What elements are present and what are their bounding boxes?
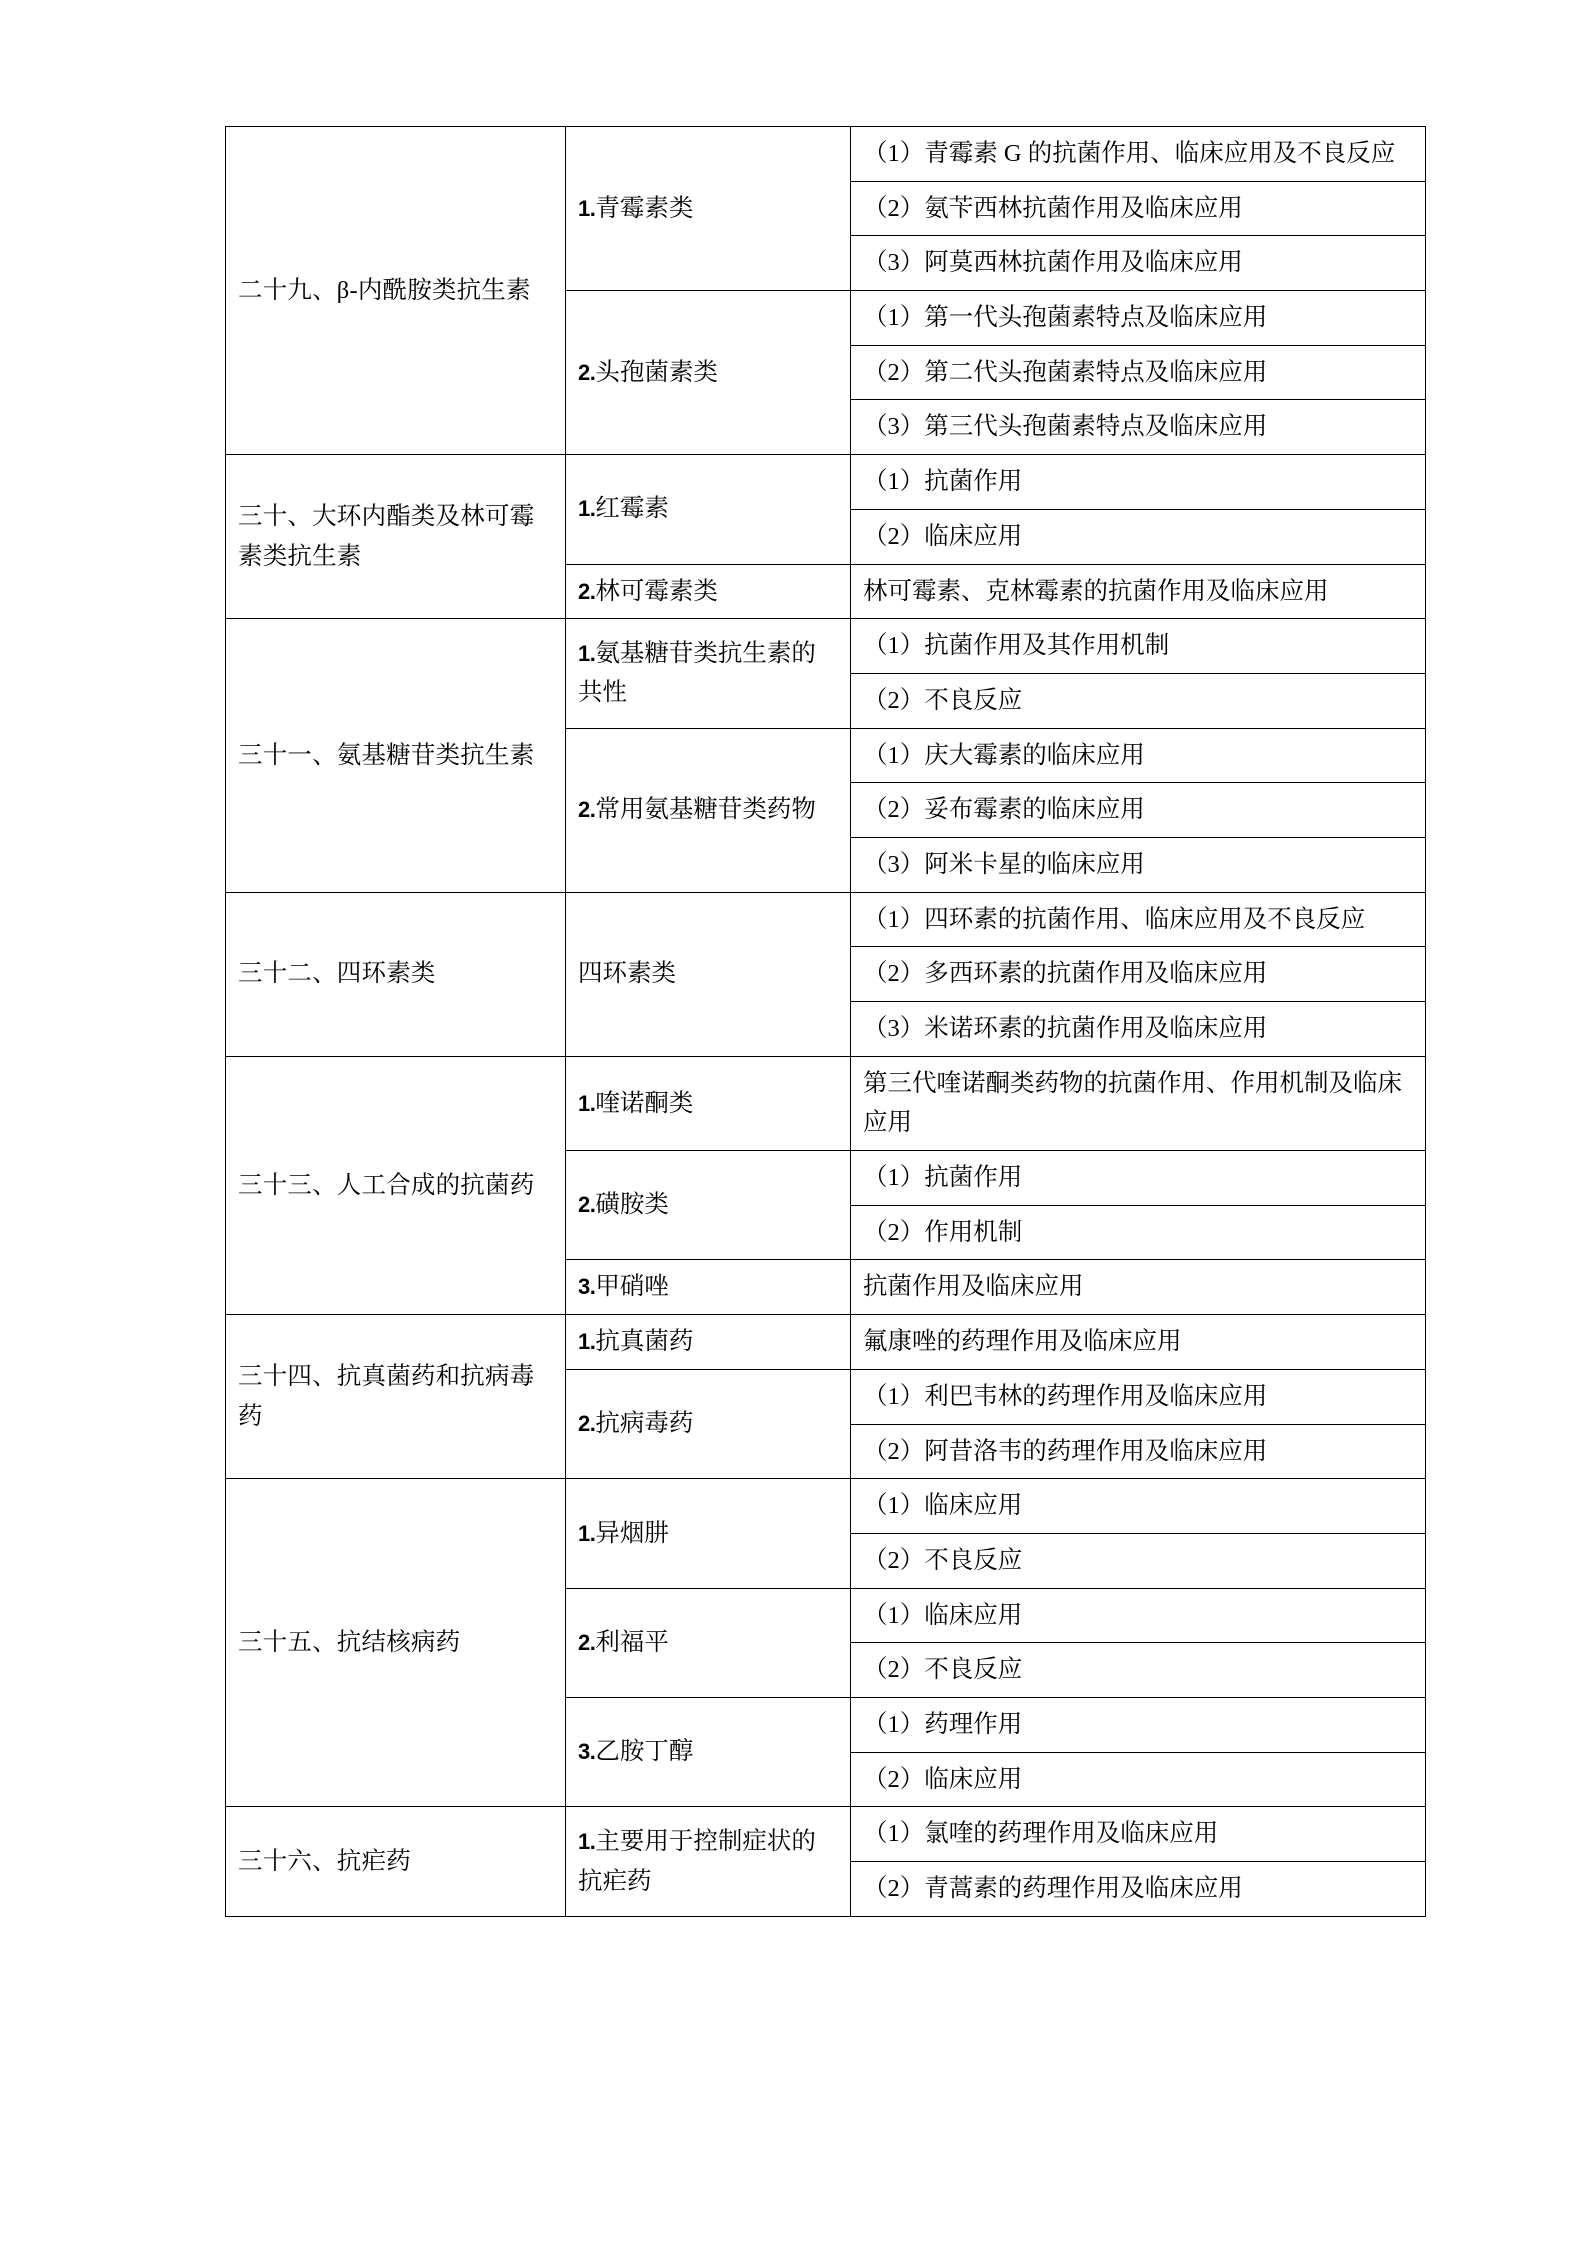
category-cell: 三十三、人工合成的抗菌药 — [226, 1056, 566, 1314]
point-cell: （2）妥布霉素的临床应用 — [851, 783, 1426, 838]
point-cell: （1）抗菌作用及其作用机制 — [851, 619, 1426, 674]
point-cell: （3）阿米卡星的临床应用 — [851, 837, 1426, 892]
subsection-label: 甲硝唑 — [595, 1273, 669, 1301]
point-cell: （1）四环素的抗菌作用、临床应用及不良反应 — [851, 892, 1426, 947]
point-cell: 林可霉素、克林霉素的抗菌作用及临床应用 — [851, 564, 1426, 619]
point-cell: （2）作用机制 — [851, 1205, 1426, 1260]
table-row — [226, 455, 1426, 510]
point-cell: （1）药理作用 — [851, 1697, 1426, 1752]
point-cell: 第三代喹诺酮类药物的抗菌作用、作用机制及临床应用 — [851, 1056, 1426, 1150]
subsection-index: 1. — [578, 1329, 596, 1355]
subsection-cell — [566, 1151, 851, 1260]
subsection-label: 乙胺丁醇 — [595, 1738, 694, 1766]
subsection-cell — [566, 1697, 851, 1806]
point-cell: （1）氯喹的药理作用及临床应用 — [851, 1807, 1426, 1862]
point-cell: （1）利巴韦林的药理作用及临床应用 — [851, 1369, 1426, 1424]
category-cell: 三十二、四环素类 — [226, 892, 566, 1056]
category-cell: 三十、大环内酯类及林可霉素类抗生素 — [226, 455, 566, 619]
table-row — [226, 127, 1426, 182]
subsection-index: 2. — [578, 1192, 596, 1218]
subsection-cell — [566, 1369, 851, 1478]
subsection-index: 2. — [578, 1629, 596, 1655]
subsection-index: 2. — [578, 359, 596, 385]
point-cell: （2）不良反应 — [851, 1643, 1426, 1698]
subsection-label: 头孢菌素类 — [595, 358, 718, 386]
point-cell: （2）不良反应 — [851, 1533, 1426, 1588]
subsection-cell — [566, 291, 851, 455]
category-cell: 三十六、抗疟药 — [226, 1807, 566, 1916]
subsection-index: 3. — [578, 1739, 596, 1765]
point-cell: （3）米诺环素的抗菌作用及临床应用 — [851, 1002, 1426, 1057]
point-cell: （1）抗菌作用 — [851, 1151, 1426, 1206]
point-cell: （1）第一代头孢菌素特点及临床应用 — [851, 291, 1426, 346]
subsection-index: 2. — [578, 797, 596, 823]
category-cell: 三十一、氨基糖苷类抗生素 — [226, 619, 566, 892]
subsection-index: 2. — [578, 578, 596, 604]
subsection-label: 抗真菌药 — [595, 1328, 694, 1356]
subsection-index: 1. — [578, 1090, 596, 1116]
category-cell: 三十四、抗真菌药和抗病毒药 — [226, 1315, 566, 1479]
table-row — [226, 1056, 1426, 1150]
subsection-cell — [566, 1056, 851, 1150]
subsection-cell — [566, 1807, 851, 1916]
subsection-label: 常用氨基糖苷类药物 — [595, 796, 816, 824]
subsection-label: 异烟肼 — [595, 1519, 669, 1547]
subsection-label: 利福平 — [595, 1628, 669, 1656]
point-cell: 氟康唑的药理作用及临床应用 — [851, 1315, 1426, 1370]
table-row — [226, 1315, 1426, 1370]
subsection-label: 红霉素 — [595, 495, 669, 523]
subsection-label: 主要用于控制症状的抗疟药 — [578, 1827, 816, 1895]
subsection-cell — [566, 728, 851, 892]
table-row — [226, 892, 1426, 947]
subsection-cell — [566, 127, 851, 291]
point-cell: （3）第三代头孢菌素特点及临床应用 — [851, 400, 1426, 455]
point-cell: （2）临床应用 — [851, 1752, 1426, 1807]
subsection-index: 1. — [578, 1520, 596, 1546]
syllabus-table — [225, 126, 1426, 1917]
point-cell: （1）临床应用 — [851, 1588, 1426, 1643]
category-cell: 二十九、β-内酰胺类抗生素 — [226, 127, 566, 455]
subsection-cell — [566, 455, 851, 564]
point-cell: （1）抗菌作用 — [851, 455, 1426, 510]
point-cell: （2）氨苄西林抗菌作用及临床应用 — [851, 181, 1426, 236]
subsection-label: 林可霉素类 — [595, 577, 718, 605]
subsection-label: 喹诺酮类 — [595, 1089, 694, 1117]
subsection-cell — [566, 892, 851, 1056]
subsection-index: 1. — [578, 1828, 596, 1854]
point-cell: （2）青蒿素的药理作用及临床应用 — [851, 1862, 1426, 1917]
point-cell: （2）不良反应 — [851, 673, 1426, 728]
subsection-label: 青霉素类 — [595, 194, 694, 222]
subsection-index: 2. — [578, 1411, 596, 1437]
subsection-index: 1. — [578, 195, 596, 221]
table-row — [226, 619, 1426, 674]
category-cell: 三十五、抗结核病药 — [226, 1479, 566, 1807]
point-cell: （2）第二代头孢菌素特点及临床应用 — [851, 345, 1426, 400]
point-cell: （2）临床应用 — [851, 509, 1426, 564]
subsection-label: 四环素类 — [578, 960, 676, 988]
table-row — [226, 1479, 1426, 1534]
subsection-cell — [566, 619, 851, 728]
point-cell: （1）临床应用 — [851, 1479, 1426, 1534]
subsection-index: 3. — [578, 1274, 596, 1300]
subsection-cell — [566, 564, 851, 619]
subsection-cell — [566, 1315, 851, 1370]
subsection-index: 1. — [578, 496, 596, 522]
point-cell: （3）阿莫西林抗菌作用及临床应用 — [851, 236, 1426, 291]
subsection-label: 氨基糖苷类抗生素的共性 — [578, 639, 816, 707]
subsection-cell — [566, 1260, 851, 1315]
point-cell: （1）青霉素 G 的抗菌作用、临床应用及不良反应 — [851, 127, 1426, 182]
point-cell: （1）庆大霉素的临床应用 — [851, 728, 1426, 783]
table-row — [226, 1807, 1426, 1862]
subsection-cell — [566, 1479, 851, 1588]
subsection-cell — [566, 1588, 851, 1697]
point-cell: 抗菌作用及临床应用 — [851, 1260, 1426, 1315]
point-cell: （2）多西环素的抗菌作用及临床应用 — [851, 947, 1426, 1002]
point-cell: （2）阿昔洛韦的药理作用及临床应用 — [851, 1424, 1426, 1479]
subsection-label: 磺胺类 — [595, 1191, 669, 1219]
subsection-label: 抗病毒药 — [595, 1410, 694, 1438]
subsection-index: 1. — [578, 640, 596, 666]
